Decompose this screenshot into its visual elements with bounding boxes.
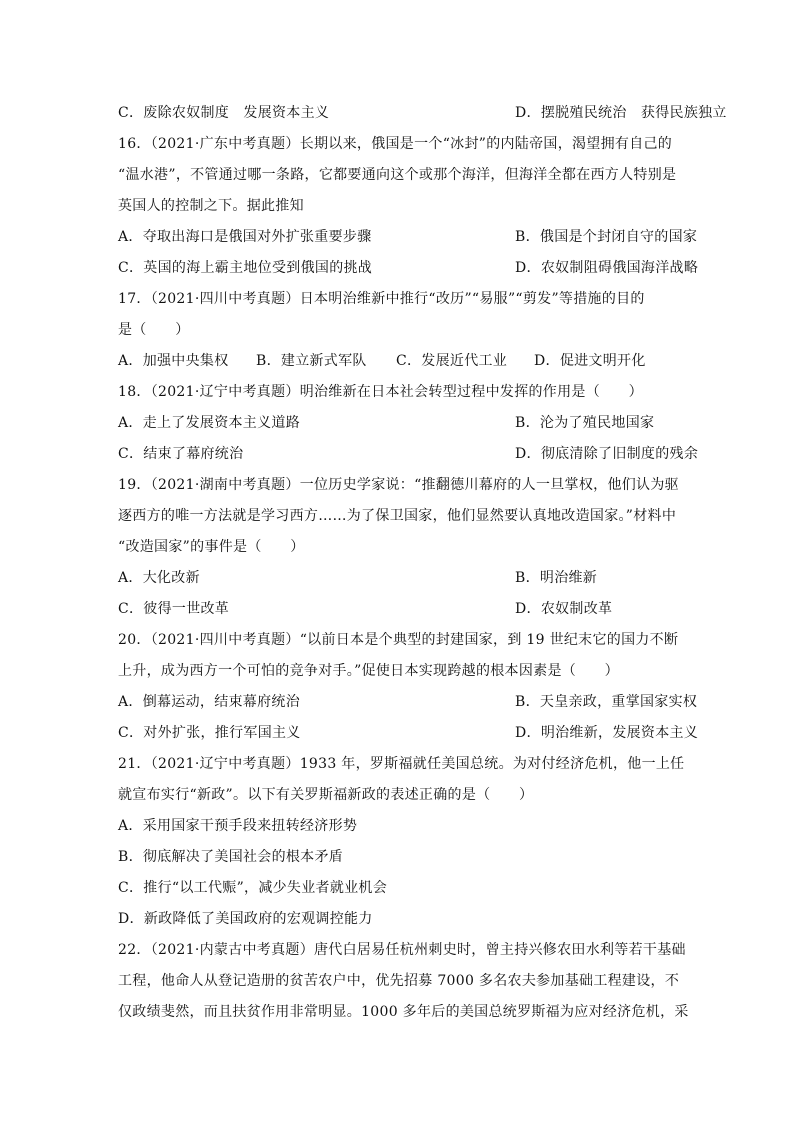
q19-option-a[interactable]: A．大化改新 — [118, 570, 200, 586]
q19-option-b[interactable]: B．明治维新 — [515, 570, 598, 586]
q19-option-c[interactable]: C．彼得一世改革 — [118, 601, 230, 617]
q16-stem-line-3: 英国人的控制之下。据此推知 — [118, 198, 304, 214]
q15-options-cd — [118, 104, 727, 122]
q17-option-d[interactable]: D．促进文明开化 — [534, 353, 646, 369]
q16-option-b[interactable]: B．俄国是个封闭自守的国家 — [515, 229, 698, 245]
q20-options-cd — [118, 724, 699, 742]
q22-stem-line-3: 仅政绩斐然，而且扶贫作用非常明显。1000 多年后的美国总统罗斯福为应对经济危机，采 — [118, 1004, 689, 1020]
q21-option-b[interactable]: B．彻底解决了美国社会的根本矛盾 — [118, 849, 344, 865]
q16-options-cd — [118, 259, 699, 277]
q18-option-b[interactable]: B．沦为了殖民地国家 — [515, 415, 655, 431]
q16-stem-line-1: 16．（2021·广东中考真题）长期以来，俄国是一个“冰封”的内陆帝国，渴望拥有自己的 — [118, 136, 673, 152]
q21-option-c[interactable]: C．推行“以工代赈”，减少失业者就业机会 — [118, 880, 388, 896]
q18-options-cd — [118, 445, 699, 463]
q18-option-c[interactable]: C．结束了幕府统治 — [118, 446, 244, 462]
q16-option-d[interactable]: D．农奴制阻碍俄国海洋战略 — [515, 260, 699, 276]
q20-stem-line-2: 上升，成为西方一个可怕的竞争对手。”促使日本实现跨越的根本因素是（ ） — [118, 663, 619, 679]
q19-stem-line-1: 19．（2021·湖南中考真题）一位历史学家说：“推翻德川幕府的人一旦掌权，他们认为驱 — [118, 477, 679, 493]
q20-option-b[interactable]: B．天皇亲政，重掌国家实权 — [515, 694, 698, 710]
q16-option-c[interactable]: C．英国的海上霸主地位受到俄国的挑战 — [118, 260, 373, 276]
q17-option-c[interactable]: C．发展近代工业 — [396, 353, 508, 369]
q17-stem-line-2: 是（ ） — [118, 322, 190, 338]
q17-stem-line-1: 17．（2021·四川中考真题）日本明治维新中推行“改历”“易服”“剪发”等措施的目的 — [118, 291, 645, 307]
q19-options-ab — [118, 569, 678, 587]
q16-stem-line-2: “温水港”，不管通过哪一条路，它都要通向这个或那个海洋，但海洋全都在西方人特别是 — [118, 167, 677, 183]
q20-options-ab — [118, 693, 698, 711]
q18-stem-line-1: 18．（2021·辽宁中考真题）明治维新在日本社会转型过程中发挥的作用是（ ） — [118, 384, 643, 400]
q21-stem-line-1: 21．（2021·辽宁中考真题）1933 年，罗斯福就任美国总统。为对付经济危机，他一上任 — [118, 756, 685, 772]
q16-option-a[interactable]: A．夺取出海口是俄国对外扩张重要步骤 — [118, 229, 372, 245]
q16-options-ab — [118, 228, 698, 246]
q20-option-c[interactable]: C．对外扩张，推行军国主义 — [118, 725, 301, 741]
q22-stem-line-2: 工程，他命人从登记造册的贫苦农户中，优先招募 7000 多名农夫参加基础工程建设，不 — [118, 973, 680, 989]
q19-stem-line-3: “改造国家”的事件是（ ） — [118, 539, 305, 555]
q21-option-d[interactable]: D．新政降低了美国政府的宏观调控能力 — [118, 911, 373, 927]
q21-option-a[interactable]: A．采用国家干预手段来扭转经济形势 — [118, 818, 358, 834]
q15-option-d[interactable]: D．摆脱殖民统治 获得民族独立 — [515, 105, 727, 121]
q17-option-b[interactable]: B．建立新式军队 — [256, 353, 367, 369]
q19-options-cd — [118, 600, 678, 618]
q21-stem-line-2: 就宣布实行“新政”。以下有关罗斯福新政的表述正确的是（ ） — [118, 787, 534, 803]
q19-stem-line-2: 逐西方的唯一方法就是学习西方……为了保卫国家，他们显然要认真地改造国家。”材料中 — [118, 508, 677, 524]
q15-option-c[interactable]: C．废除农奴制度 发展资本主义 — [118, 105, 330, 121]
q19-option-d[interactable]: D．农奴制改革 — [515, 601, 613, 617]
q18-option-a[interactable]: A．走上了发展资本主义道路 — [118, 415, 301, 431]
q22-stem-line-1: 22．（2021·内蒙古中考真题）唐代白居易任杭州刺史时，曾主持兴修农田水利等若干基础 — [118, 942, 686, 958]
q18-options-ab — [118, 414, 678, 432]
q20-stem-line-1: 20．（2021·四川中考真题）“以前日本是个典型的封建国家，到 19 世纪末它的国力不断 — [118, 632, 679, 648]
q17-option-a[interactable]: A．加强中央集权 — [118, 353, 229, 369]
q20-option-d[interactable]: D．明治维新，发展资本主义 — [515, 725, 699, 741]
q20-option-a[interactable]: A．倒幕运动，结束幕府统治 — [118, 694, 301, 710]
q18-option-d[interactable]: D．彻底清除了旧制度的残余 — [515, 446, 699, 462]
